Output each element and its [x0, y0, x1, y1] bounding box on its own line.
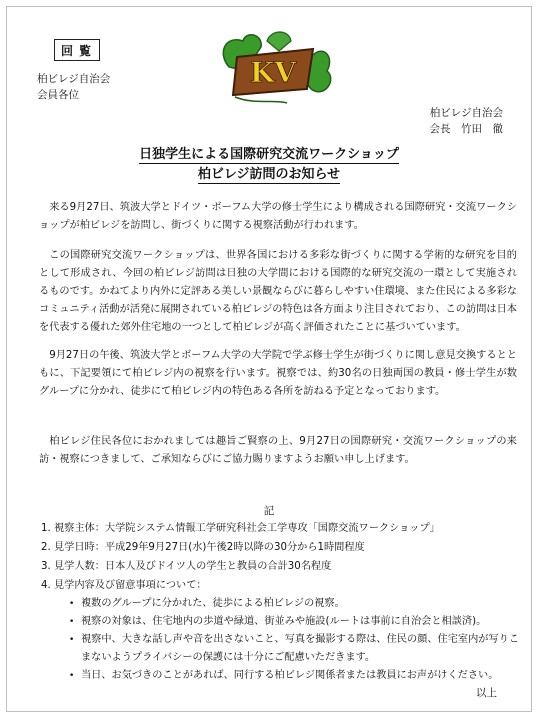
circulation-stamp: 回覧: [54, 39, 100, 61]
bullet-icon: •: [69, 671, 75, 681]
list-item: [69, 631, 521, 667]
detail-item-headcount: 3. 見学人数：日本人及びドイツ人の学生と教員の合計30名程度: [41, 561, 332, 572]
sender-name: 会長 竹田 徹: [429, 123, 503, 135]
closing-mark: 以上: [476, 687, 497, 699]
paragraph-request: 柏ビレジ住民各位におかれましては趣旨ご賢察の上、9月27日の国際研究・交流ワークショップの来訪・視察につきまして、ご承知ならびにご協力賜りますようお願い申し上げます。: [39, 436, 517, 465]
paragraph-background: この国際研究交流ワークショップは、世界各国における多彩な街づくりに関する学術的な研究を目的として形成され、今回の柏ビレジ訪問は日独の大学間における国際的な研究交流の一環として実施されるものです。かねてより内外に定評ある美しい景観ならびに暮らしやすい住環境、また住民による多彩なコミュニティ活動が活発に展開されている柏ビレジの特色は各方面より注目されており、この訪問は日本を代表する優れた郊外住宅地の一つとして柏ビレジが高く評価されたことに基づいています。: [39, 250, 517, 333]
paragraph-intro: 来る9月27日、筑波大学とドイツ・ボーフム大学の修士学生により構成される国際研究・交流ワークショップが柏ビレジを訪問し、街づくりに関する視察活動が行われます。: [39, 202, 517, 231]
leaf-top: [267, 32, 291, 51]
addressee-members: 会員各位: [37, 89, 79, 101]
bullet-icon: •: [69, 599, 75, 609]
notes-sublist: [69, 595, 521, 685]
list-item-text: 視察中、大きな話し声や音を出さないこと、写真を撮影する際は、住民の顔、住宅室内が写りこまないようプライバシーの保護には十分にご配慮いただきます。: [81, 634, 520, 663]
village-logo: [215, 27, 335, 107]
document-title-line1: 日独学生による国際研究交流ワークショップ: [139, 147, 399, 162]
document-title-line2: 柏ビレジ訪問のお知らせ: [197, 167, 341, 182]
list-item: [69, 613, 521, 631]
list-item: [69, 595, 521, 613]
addressee-org: 柏ビレジ自治会: [37, 73, 111, 85]
vine: [235, 97, 287, 103]
detail-item-notes: 4. 見学内容及び留意事項について：: [41, 580, 207, 591]
list-item-text: 視察の対象は、住宅地内の歩道や緑道、街並みや施設(ルートは事前に自治会と相談済)。: [81, 616, 487, 627]
paragraph-schedule: 9月27日の午後、筑波大学とボーフム大学の大学院で学ぶ修士学生が街づくりに関し意見交換するとともに、下記要領にて柏ビレジ内の視察を行います。視察では、約30名の日独両国の教員・修士学生が数グループに分かれ、徒歩にて柏ビレジ内の特色ある各所を訪ねる予定となっております。: [39, 350, 517, 397]
list-item: [69, 667, 521, 685]
document-page: [6, 6, 532, 712]
detail-item-organizer: 1. 視察主体：大学院システム情報工学研究科社会工学専攻「国際交流ワークショップ」: [41, 523, 440, 534]
sender-org: 柏ビレジ自治会: [429, 107, 503, 119]
list-item-text: 当日、お気づきのことがあれば、同行する柏ビレジ関係者または教員にお声がけください。: [81, 670, 499, 681]
logo-text: KV: [249, 56, 297, 89]
bullet-icon: •: [69, 617, 75, 627]
detail-item-datetime: 2. 見学日時：平成29年9月27日(水)午後2時以降の30分から1時間程度: [41, 542, 365, 553]
details-list: [41, 519, 521, 685]
ki-heading: 記: [263, 505, 275, 517]
list-item-text: 複数のグループに分かれた、徒歩による柏ビレジの視察。: [81, 598, 345, 609]
bullet-icon: •: [69, 635, 75, 645]
